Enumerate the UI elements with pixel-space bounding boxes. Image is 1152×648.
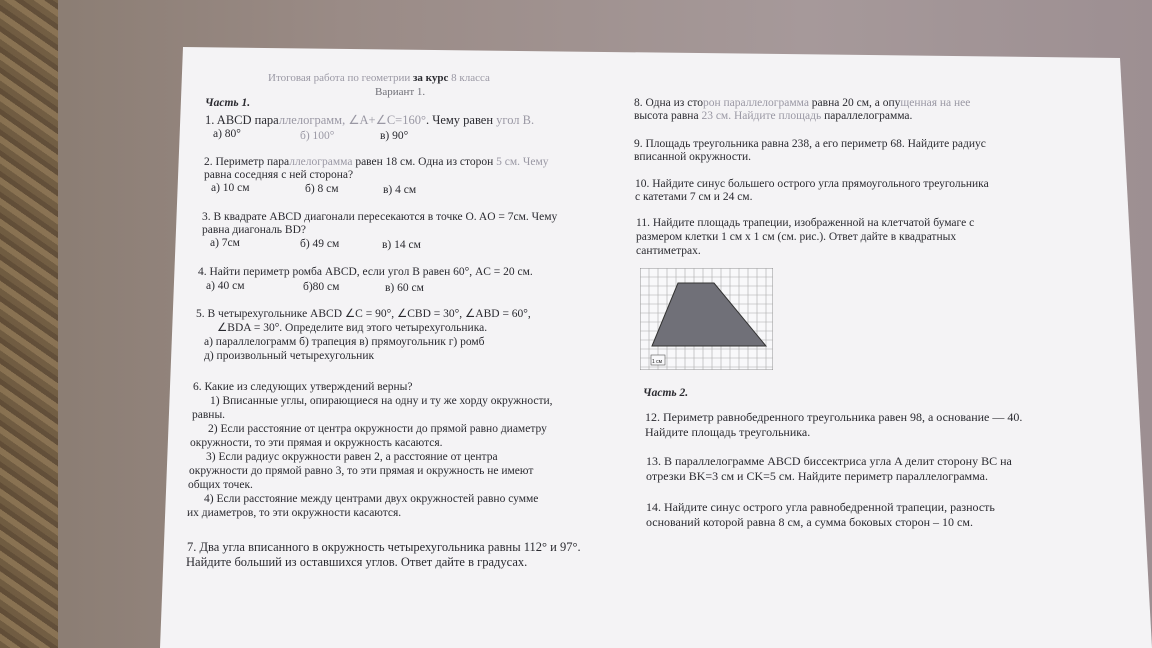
grid-svg (640, 268, 773, 370)
variant-label: Вариант 1. (375, 86, 426, 98)
q6-line8: общих точек. (188, 479, 253, 491)
q4-option-c: в) 60 см (385, 282, 424, 294)
q12-line1: 12. Периметр равнобедренного треугольника равен 98, а основание — 40. (645, 410, 1023, 424)
q6-line5: окружности, то эти прямая и окружность касаются. (190, 437, 443, 449)
q6-line9: 4) Если расстояние между центрами двух окружностей равно сумме (204, 493, 539, 505)
q11-line2: размером клетки 1 см х 1 см (см. рис.). Ответ дайте в квадратных (636, 231, 957, 243)
q3-line2: равна диагональ BD? (202, 224, 307, 236)
q3-option-a: а) 7см (210, 237, 240, 249)
q1-option-a: а) 80° (213, 128, 241, 140)
q6-line2: 1) Вписанные углы, опирающиеся на одну и ту же хорду окружности, (210, 395, 553, 407)
q4-option-a: а) 40 см (206, 280, 245, 292)
q6-line7: окружности до прямой равно 3, то эти прямая и окружность не имеют (189, 465, 534, 477)
part1-heading: Часть 1. (205, 97, 251, 109)
q2-option-b: б) 8 см (305, 183, 339, 195)
q11-line3: сантиметрах. (636, 245, 701, 257)
q6-line6: 3) Если радиус окружности равен 2, а расстояние от центра (206, 451, 498, 463)
q6-line10: их диаметров, то эти окружности касаются. (187, 507, 402, 519)
q1-option-b: б) 100° (300, 130, 335, 142)
exam-title: Итоговая работа по геометрии за курс 8 класса (268, 72, 490, 84)
q13-line1: 13. В параллелограмме ABCD биссектриса угла A делит сторону BC на (646, 454, 1012, 468)
q6-line1: 6. Какие из следующих утверждений верны? (193, 381, 413, 393)
q2-option-c: в) 4 см (383, 184, 417, 196)
q2-line1: 2. Периметр параллелограмма равен 18 см. Одна из сторон 5 см. Чему (204, 156, 549, 168)
q5-options: а) параллелограмм б) трапеция в) прямоугольник г) ромб (204, 336, 485, 348)
q10-line2: с катетами 7 см и 24 см. (635, 191, 753, 203)
scale-label: 1 см (652, 359, 663, 365)
wooden-edge (0, 0, 58, 648)
part2-heading: Часть 2. (643, 387, 689, 399)
q8-line1: 8. Одна из сторон параллелограмма равна 20 см, а опущенная на нее (634, 97, 971, 109)
q3-option-b: б) 49 см (300, 238, 340, 250)
q14-line1: 14. Найдите синус острого угла равнобедренной трапеции, разность (646, 500, 995, 514)
q9-line1: 9. Площадь треугольника равна 238, а его периметр 68. Найдите радиус (634, 138, 986, 150)
q11-line1: 11. Найдите площадь трапеции, изображенной на клетчатой бумаге с (636, 217, 975, 229)
q1-option-c: в) 90° (380, 130, 409, 142)
q12-line2: Найдите площадь треугольника. (645, 425, 811, 439)
q5-line1: 5. В четырехугольнике ABCD ∠C = 90°, ∠CBD = 30°, ∠ABD = 60°, (196, 308, 531, 320)
q8-line2: высота равна 23 см. Найдите площадь параллелограмма. (634, 110, 913, 122)
q4-option-b: б)80 см (303, 281, 340, 293)
q5-option-d: д) произвольный четырехугольник (204, 350, 375, 362)
q7-line1: 7. Два угла вписанного в окружность четырехугольника равны 112° и 97°. (187, 540, 581, 554)
q5-line2: ∠BDA = 30°. Определите вид этого четырехугольника. (217, 322, 488, 334)
q7-line2: Найдите больший из оставшихся углов. Ответ дайте в градусах. (186, 555, 528, 569)
q13-line2: отрезки BK=3 см и CK=5 см. Найдите периметр параллелограмма. (646, 469, 988, 483)
q10-line1: 10. Найдите синус большего острого угла прямоугольного треугольника (635, 178, 989, 190)
q3-line1: 3. В квадрате ABCD диагонали пересекаются в точке O. AO = 7см. Чему (202, 211, 558, 223)
q9-line2: вписанной окружности. (634, 151, 752, 163)
q6-line4: 2) Если расстояние от центра окружности до прямой равно диаметру (208, 423, 547, 435)
q14-line2: оснований которой равна 8 см, а сумма боковых сторон – 10 см. (646, 515, 973, 529)
q2-line2: равна соседняя с ней сторона? (204, 169, 354, 181)
q2-option-a: а) 10 см (211, 182, 250, 194)
q6-line3: равны. (192, 409, 226, 421)
q1-text: 1. ABCD параллелограмм, ∠A+∠C=160°. Чему равен угол B. (205, 113, 535, 127)
q3-option-c: в) 14 см (382, 239, 421, 251)
q4-line1: 4. Найти периметр ромба ABCD, если угол B равен 60°, AC = 20 см. (198, 266, 533, 278)
trapezoid-figure (640, 268, 773, 370)
